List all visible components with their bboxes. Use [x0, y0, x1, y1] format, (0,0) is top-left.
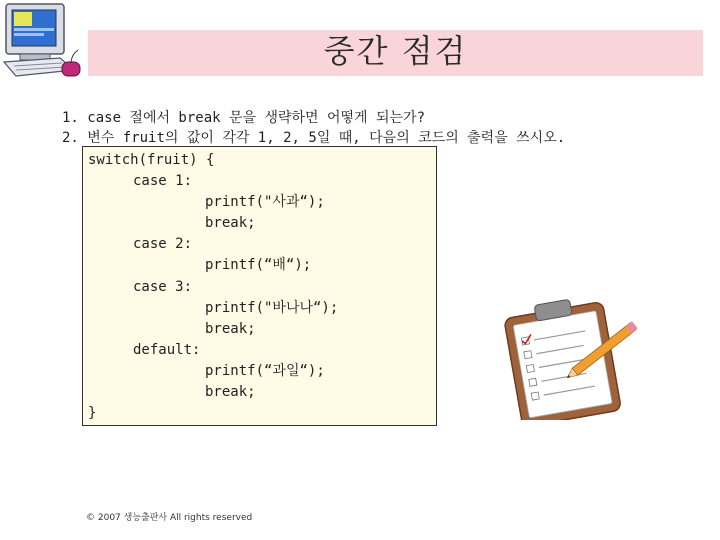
question-1: 1. case 절에서 break 문을 생략하면 어떻게 되는가? — [62, 110, 426, 126]
code-break-4: break; — [205, 384, 256, 400]
code-break-3: break; — [205, 321, 256, 337]
computer-icon — [0, 0, 86, 82]
code-printf-3: printf("바나나“); — [205, 300, 339, 316]
code-printf-2: printf(“배“); — [205, 257, 312, 273]
slide-title: 중간 점검 — [323, 32, 468, 70]
code-printf-1: printf("사과“); — [205, 194, 325, 210]
code-case-2: case 2: — [133, 236, 193, 252]
code-break-1: break; — [205, 215, 256, 231]
copyright-footer: © 2007 생능출판사 All rights reserved — [86, 513, 253, 523]
code-default: default: — [133, 342, 201, 358]
clipboard-checklist-icon — [500, 290, 645, 420]
code-case-1: case 1: — [133, 173, 193, 189]
code-printf-4: printf(“과일“); — [205, 363, 325, 379]
code-case-3: case 3: — [133, 279, 193, 295]
question-2: 2. 변수 fruit의 값이 각각 1, 2, 5일 때, 다음의 코드의 출력을 쓰시오. — [62, 130, 566, 146]
code-close-brace: } — [88, 405, 97, 421]
code-switch-line: switch(fruit) { — [88, 152, 215, 168]
